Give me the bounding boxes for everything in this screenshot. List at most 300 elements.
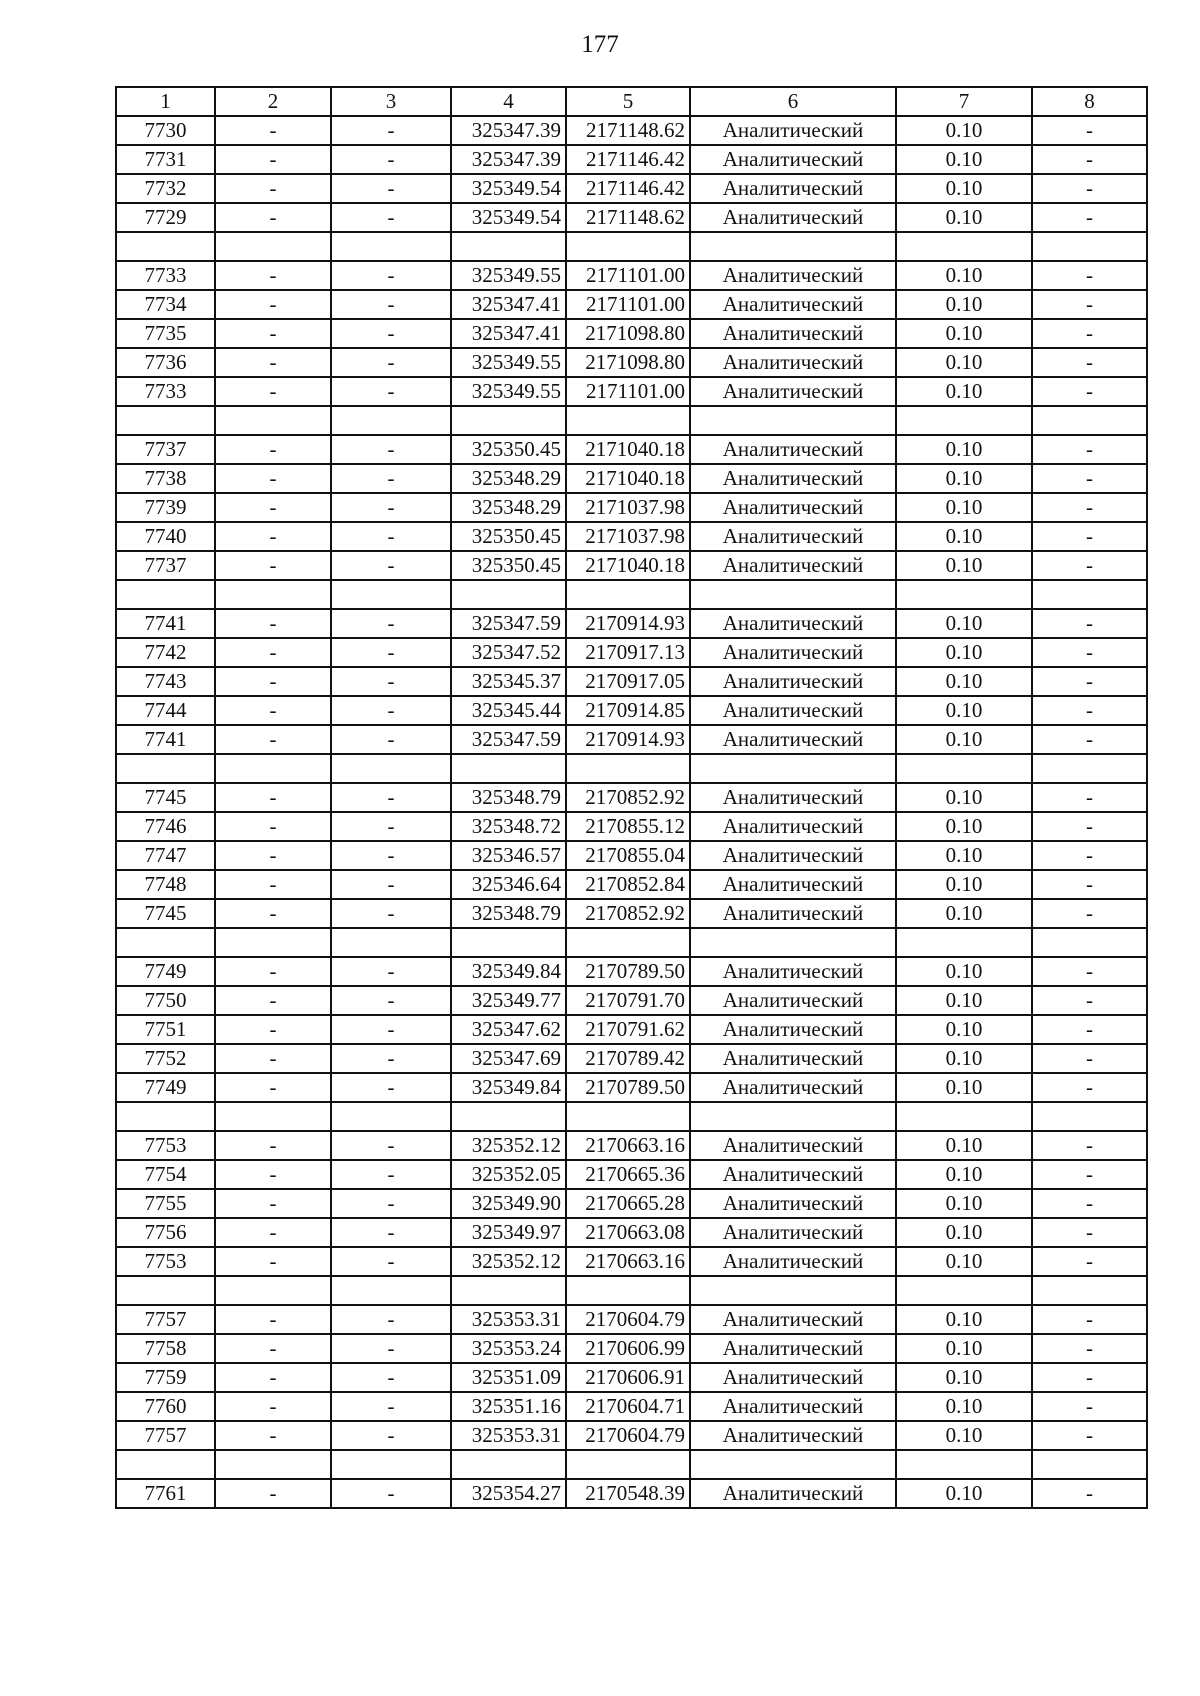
x-coordinate-cell: 325347.62 — [451, 1015, 566, 1044]
table-row — [116, 1218, 1147, 1247]
col2-cell: - — [215, 957, 331, 986]
col2-cell: - — [215, 1334, 331, 1363]
y-coordinate-cell: 2171146.42 — [566, 145, 690, 174]
x-coordinate-cell: 325348.29 — [451, 464, 566, 493]
table-row — [116, 290, 1147, 319]
point-number-cell: 7755 — [116, 1189, 215, 1218]
col3-cell: - — [331, 1044, 451, 1073]
y-coordinate-cell: 2170917.13 — [566, 638, 690, 667]
empty-cell — [896, 1450, 1032, 1479]
col2-cell: - — [215, 1015, 331, 1044]
error-cell: 0.10 — [896, 1131, 1032, 1160]
method-cell: Аналитический — [690, 1334, 896, 1363]
col3-cell: - — [331, 1247, 451, 1276]
col2-cell: - — [215, 1305, 331, 1334]
empty-cell — [690, 580, 896, 609]
method-cell: Аналитический — [690, 319, 896, 348]
point-number-cell: 7737 — [116, 551, 215, 580]
col2-cell: - — [215, 1363, 331, 1392]
col3-cell: - — [331, 261, 451, 290]
y-coordinate-cell: 2170855.04 — [566, 841, 690, 870]
header-col-8: 8 — [1032, 87, 1147, 116]
col3-cell: - — [331, 841, 451, 870]
y-coordinate-cell: 2170604.79 — [566, 1421, 690, 1450]
y-coordinate-cell: 2170852.84 — [566, 870, 690, 899]
point-number-cell: 7748 — [116, 870, 215, 899]
error-cell: 0.10 — [896, 609, 1032, 638]
x-coordinate-cell: 325347.69 — [451, 1044, 566, 1073]
x-coordinate-cell: 325352.12 — [451, 1247, 566, 1276]
method-cell: Аналитический — [690, 493, 896, 522]
empty-cell — [215, 1450, 331, 1479]
error-cell: 0.10 — [896, 551, 1032, 580]
point-number-cell: 7737 — [116, 435, 215, 464]
col3-cell: - — [331, 1334, 451, 1363]
empty-cell — [690, 406, 896, 435]
y-coordinate-cell: 2171148.62 — [566, 116, 690, 145]
error-cell: 0.10 — [896, 116, 1032, 145]
point-number-cell: 7752 — [116, 1044, 215, 1073]
col3-cell: - — [331, 696, 451, 725]
method-cell: Аналитический — [690, 464, 896, 493]
col2-cell: - — [215, 174, 331, 203]
table-row — [116, 1247, 1147, 1276]
table-row — [116, 551, 1147, 580]
point-number-cell: 7741 — [116, 609, 215, 638]
separator-row — [116, 1102, 1147, 1131]
empty-cell — [116, 1102, 215, 1131]
method-cell: Аналитический — [690, 522, 896, 551]
error-cell: 0.10 — [896, 348, 1032, 377]
x-coordinate-cell: 325349.84 — [451, 957, 566, 986]
y-coordinate-cell: 2171040.18 — [566, 464, 690, 493]
empty-cell — [1032, 1276, 1147, 1305]
point-number-cell: 7742 — [116, 638, 215, 667]
point-number-cell: 7760 — [116, 1392, 215, 1421]
empty-cell — [1032, 1102, 1147, 1131]
point-number-cell: 7745 — [116, 899, 215, 928]
point-number-cell: 7729 — [116, 203, 215, 232]
empty-cell — [690, 928, 896, 957]
x-coordinate-cell: 325348.79 — [451, 783, 566, 812]
table-row — [116, 1015, 1147, 1044]
error-cell: 0.10 — [896, 1189, 1032, 1218]
method-cell: Аналитический — [690, 174, 896, 203]
col2-cell: - — [215, 1479, 331, 1508]
error-cell: 0.10 — [896, 290, 1032, 319]
empty-cell — [566, 232, 690, 261]
table-row — [116, 174, 1147, 203]
col8-cell: - — [1032, 899, 1147, 928]
col8-cell: - — [1032, 1363, 1147, 1392]
method-cell: Аналитический — [690, 986, 896, 1015]
empty-cell — [451, 1450, 566, 1479]
point-number-cell: 7738 — [116, 464, 215, 493]
col3-cell: - — [331, 290, 451, 319]
point-number-cell: 7735 — [116, 319, 215, 348]
x-coordinate-cell: 325352.12 — [451, 1131, 566, 1160]
col8-cell: - — [1032, 609, 1147, 638]
table-row — [116, 1305, 1147, 1334]
empty-cell — [331, 1102, 451, 1131]
col2-cell: - — [215, 986, 331, 1015]
col8-cell: - — [1032, 1334, 1147, 1363]
method-cell: Аналитический — [690, 348, 896, 377]
table-row — [116, 261, 1147, 290]
col2-cell: - — [215, 145, 331, 174]
x-coordinate-cell: 325349.55 — [451, 261, 566, 290]
col3-cell: - — [331, 551, 451, 580]
col8-cell: - — [1032, 145, 1147, 174]
empty-cell — [1032, 406, 1147, 435]
y-coordinate-cell: 2170791.62 — [566, 1015, 690, 1044]
empty-cell — [215, 1276, 331, 1305]
x-coordinate-cell: 325353.31 — [451, 1421, 566, 1450]
empty-cell — [331, 754, 451, 783]
point-number-cell: 7757 — [116, 1421, 215, 1450]
y-coordinate-cell: 2171040.18 — [566, 435, 690, 464]
error-cell: 0.10 — [896, 261, 1032, 290]
x-coordinate-cell: 325345.44 — [451, 696, 566, 725]
x-coordinate-cell: 325347.52 — [451, 638, 566, 667]
col3-cell: - — [331, 870, 451, 899]
point-number-cell: 7758 — [116, 1334, 215, 1363]
error-cell: 0.10 — [896, 725, 1032, 754]
col2-cell: - — [215, 1247, 331, 1276]
y-coordinate-cell: 2170852.92 — [566, 783, 690, 812]
error-cell: 0.10 — [896, 377, 1032, 406]
separator-row — [116, 1276, 1147, 1305]
empty-cell — [215, 1102, 331, 1131]
table-row — [116, 841, 1147, 870]
table-body — [116, 116, 1147, 1508]
table-row — [116, 1189, 1147, 1218]
x-coordinate-cell: 325347.41 — [451, 319, 566, 348]
empty-cell — [215, 754, 331, 783]
y-coordinate-cell: 2171098.80 — [566, 319, 690, 348]
empty-cell — [1032, 232, 1147, 261]
method-cell: Аналитический — [690, 667, 896, 696]
point-number-cell: 7750 — [116, 986, 215, 1015]
empty-cell — [331, 1276, 451, 1305]
col3-cell: - — [331, 435, 451, 464]
point-number-cell: 7753 — [116, 1247, 215, 1276]
header-col-7: 7 — [896, 87, 1032, 116]
col8-cell: - — [1032, 986, 1147, 1015]
empty-cell — [331, 232, 451, 261]
col3-cell: - — [331, 638, 451, 667]
empty-cell — [116, 406, 215, 435]
method-cell: Аналитический — [690, 116, 896, 145]
separator-row — [116, 928, 1147, 957]
empty-cell — [451, 406, 566, 435]
x-coordinate-cell: 325348.29 — [451, 493, 566, 522]
col2-cell: - — [215, 435, 331, 464]
point-number-cell: 7757 — [116, 1305, 215, 1334]
method-cell: Аналитический — [690, 1218, 896, 1247]
table-row — [116, 1044, 1147, 1073]
y-coordinate-cell: 2170606.91 — [566, 1363, 690, 1392]
col8-cell: - — [1032, 812, 1147, 841]
col2-cell: - — [215, 348, 331, 377]
method-cell: Аналитический — [690, 203, 896, 232]
method-cell: Аналитический — [690, 290, 896, 319]
separator-row — [116, 232, 1147, 261]
empty-cell — [1032, 754, 1147, 783]
y-coordinate-cell: 2170914.85 — [566, 696, 690, 725]
y-coordinate-cell: 2171101.00 — [566, 290, 690, 319]
empty-cell — [1032, 1450, 1147, 1479]
method-cell: Аналитический — [690, 1421, 896, 1450]
col2-cell: - — [215, 290, 331, 319]
col8-cell: - — [1032, 464, 1147, 493]
point-number-cell: 7753 — [116, 1131, 215, 1160]
separator-row — [116, 1450, 1147, 1479]
y-coordinate-cell: 2170855.12 — [566, 812, 690, 841]
col8-cell: - — [1032, 1247, 1147, 1276]
col2-cell: - — [215, 899, 331, 928]
method-cell: Аналитический — [690, 783, 896, 812]
method-cell: Аналитический — [690, 638, 896, 667]
table-row — [116, 783, 1147, 812]
empty-cell — [116, 580, 215, 609]
header-col-4: 4 — [451, 87, 566, 116]
y-coordinate-cell: 2170789.50 — [566, 1073, 690, 1102]
error-cell: 0.10 — [896, 1334, 1032, 1363]
header-row — [116, 87, 1147, 116]
empty-cell — [896, 754, 1032, 783]
col8-cell: - — [1032, 348, 1147, 377]
x-coordinate-cell: 325354.27 — [451, 1479, 566, 1508]
empty-cell — [116, 928, 215, 957]
col8-cell: - — [1032, 1479, 1147, 1508]
y-coordinate-cell: 2170663.16 — [566, 1131, 690, 1160]
table-row — [116, 1363, 1147, 1392]
col3-cell: - — [331, 174, 451, 203]
x-coordinate-cell: 325348.79 — [451, 899, 566, 928]
col2-cell: - — [215, 783, 331, 812]
col8-cell: - — [1032, 1421, 1147, 1450]
col8-cell: - — [1032, 1392, 1147, 1421]
error-cell: 0.10 — [896, 319, 1032, 348]
x-coordinate-cell: 325348.72 — [451, 812, 566, 841]
separator-row — [116, 754, 1147, 783]
col2-cell: - — [215, 1073, 331, 1102]
point-number-cell: 7747 — [116, 841, 215, 870]
col3-cell: - — [331, 319, 451, 348]
x-coordinate-cell: 325349.54 — [451, 203, 566, 232]
col3-cell: - — [331, 783, 451, 812]
empty-cell — [690, 1450, 896, 1479]
col8-cell: - — [1032, 377, 1147, 406]
error-cell: 0.10 — [896, 870, 1032, 899]
method-cell: Аналитический — [690, 551, 896, 580]
point-number-cell: 7749 — [116, 1073, 215, 1102]
y-coordinate-cell: 2171037.98 — [566, 493, 690, 522]
col8-cell: - — [1032, 261, 1147, 290]
separator-row — [116, 406, 1147, 435]
col8-cell: - — [1032, 1218, 1147, 1247]
empty-cell — [215, 406, 331, 435]
empty-cell — [566, 1276, 690, 1305]
x-coordinate-cell: 325353.31 — [451, 1305, 566, 1334]
error-cell: 0.10 — [896, 464, 1032, 493]
point-number-cell: 7734 — [116, 290, 215, 319]
empty-cell — [566, 754, 690, 783]
empty-cell — [451, 928, 566, 957]
col3-cell: - — [331, 1363, 451, 1392]
col3-cell: - — [331, 116, 451, 145]
x-coordinate-cell: 325353.24 — [451, 1334, 566, 1363]
col8-cell: - — [1032, 1015, 1147, 1044]
col8-cell: - — [1032, 725, 1147, 754]
x-coordinate-cell: 325346.57 — [451, 841, 566, 870]
point-number-cell: 7745 — [116, 783, 215, 812]
empty-cell — [116, 1276, 215, 1305]
col8-cell: - — [1032, 551, 1147, 580]
col8-cell: - — [1032, 667, 1147, 696]
empty-cell — [116, 754, 215, 783]
empty-cell — [690, 1276, 896, 1305]
empty-cell — [1032, 580, 1147, 609]
method-cell: Аналитический — [690, 957, 896, 986]
table-header — [116, 87, 1147, 116]
table-row — [116, 667, 1147, 696]
error-cell: 0.10 — [896, 899, 1032, 928]
empty-cell — [566, 580, 690, 609]
y-coordinate-cell: 2171037.98 — [566, 522, 690, 551]
empty-cell — [690, 232, 896, 261]
y-coordinate-cell: 2170665.28 — [566, 1189, 690, 1218]
method-cell: Аналитический — [690, 1392, 896, 1421]
y-coordinate-cell: 2170914.93 — [566, 725, 690, 754]
method-cell: Аналитический — [690, 841, 896, 870]
point-number-cell: 7749 — [116, 957, 215, 986]
error-cell: 0.10 — [896, 957, 1032, 986]
table-row — [116, 1392, 1147, 1421]
error-cell: 0.10 — [896, 1044, 1032, 1073]
empty-cell — [215, 580, 331, 609]
method-cell: Аналитический — [690, 1305, 896, 1334]
col2-cell: - — [215, 1131, 331, 1160]
error-cell: 0.10 — [896, 1073, 1032, 1102]
col2-cell: - — [215, 1218, 331, 1247]
error-cell: 0.10 — [896, 638, 1032, 667]
table-row — [116, 1160, 1147, 1189]
x-coordinate-cell: 325350.45 — [451, 522, 566, 551]
col3-cell: - — [331, 812, 451, 841]
y-coordinate-cell: 2171101.00 — [566, 377, 690, 406]
table-row — [116, 1073, 1147, 1102]
empty-cell — [451, 580, 566, 609]
col8-cell: - — [1032, 1305, 1147, 1334]
method-cell: Аналитический — [690, 1015, 896, 1044]
col2-cell: - — [215, 261, 331, 290]
empty-cell — [566, 406, 690, 435]
point-number-cell: 7733 — [116, 261, 215, 290]
table-row — [116, 725, 1147, 754]
col8-cell: - — [1032, 783, 1147, 812]
col2-cell: - — [215, 609, 331, 638]
empty-cell — [896, 232, 1032, 261]
point-number-cell: 7736 — [116, 348, 215, 377]
empty-cell — [1032, 928, 1147, 957]
error-cell: 0.10 — [896, 1479, 1032, 1508]
method-cell: Аналитический — [690, 145, 896, 174]
col3-cell: - — [331, 1479, 451, 1508]
empty-cell — [566, 928, 690, 957]
point-number-cell: 7756 — [116, 1218, 215, 1247]
col3-cell: - — [331, 464, 451, 493]
y-coordinate-cell: 2170548.39 — [566, 1479, 690, 1508]
empty-cell — [331, 580, 451, 609]
table-row — [116, 145, 1147, 174]
table-row — [116, 986, 1147, 1015]
x-coordinate-cell: 325347.41 — [451, 290, 566, 319]
x-coordinate-cell: 325349.55 — [451, 348, 566, 377]
method-cell: Аналитический — [690, 1479, 896, 1508]
table-row — [116, 464, 1147, 493]
col3-cell: - — [331, 522, 451, 551]
col2-cell: - — [215, 841, 331, 870]
x-coordinate-cell: 325350.45 — [451, 551, 566, 580]
separator-row — [116, 580, 1147, 609]
col3-cell: - — [331, 1015, 451, 1044]
table-row — [116, 116, 1147, 145]
col2-cell: - — [215, 203, 331, 232]
empty-cell — [566, 1102, 690, 1131]
method-cell: Аналитический — [690, 870, 896, 899]
method-cell: Аналитический — [690, 696, 896, 725]
col3-cell: - — [331, 377, 451, 406]
method-cell: Аналитический — [690, 435, 896, 464]
col2-cell: - — [215, 1160, 331, 1189]
col8-cell: - — [1032, 174, 1147, 203]
method-cell: Аналитический — [690, 609, 896, 638]
error-cell: 0.10 — [896, 1305, 1032, 1334]
x-coordinate-cell: 325349.97 — [451, 1218, 566, 1247]
error-cell: 0.10 — [896, 203, 1032, 232]
col8-cell: - — [1032, 1044, 1147, 1073]
table-row — [116, 1421, 1147, 1450]
method-cell: Аналитический — [690, 1247, 896, 1276]
empty-cell — [690, 754, 896, 783]
y-coordinate-cell: 2170663.08 — [566, 1218, 690, 1247]
y-coordinate-cell: 2170606.99 — [566, 1334, 690, 1363]
col3-cell: - — [331, 1305, 451, 1334]
col3-cell: - — [331, 1218, 451, 1247]
method-cell: Аналитический — [690, 1189, 896, 1218]
point-number-cell: 7754 — [116, 1160, 215, 1189]
col3-cell: - — [331, 203, 451, 232]
table-row — [116, 870, 1147, 899]
empty-cell — [896, 1102, 1032, 1131]
error-cell: 0.10 — [896, 1421, 1032, 1450]
col2-cell: - — [215, 319, 331, 348]
empty-cell — [331, 1450, 451, 1479]
col8-cell: - — [1032, 1189, 1147, 1218]
table-row — [116, 638, 1147, 667]
col2-cell: - — [215, 1044, 331, 1073]
col8-cell: - — [1032, 696, 1147, 725]
col2-cell: - — [215, 1392, 331, 1421]
col2-cell: - — [215, 464, 331, 493]
col2-cell: - — [215, 522, 331, 551]
header-col-1: 1 — [116, 87, 215, 116]
empty-cell — [896, 1276, 1032, 1305]
empty-cell — [215, 232, 331, 261]
error-cell: 0.10 — [896, 1392, 1032, 1421]
